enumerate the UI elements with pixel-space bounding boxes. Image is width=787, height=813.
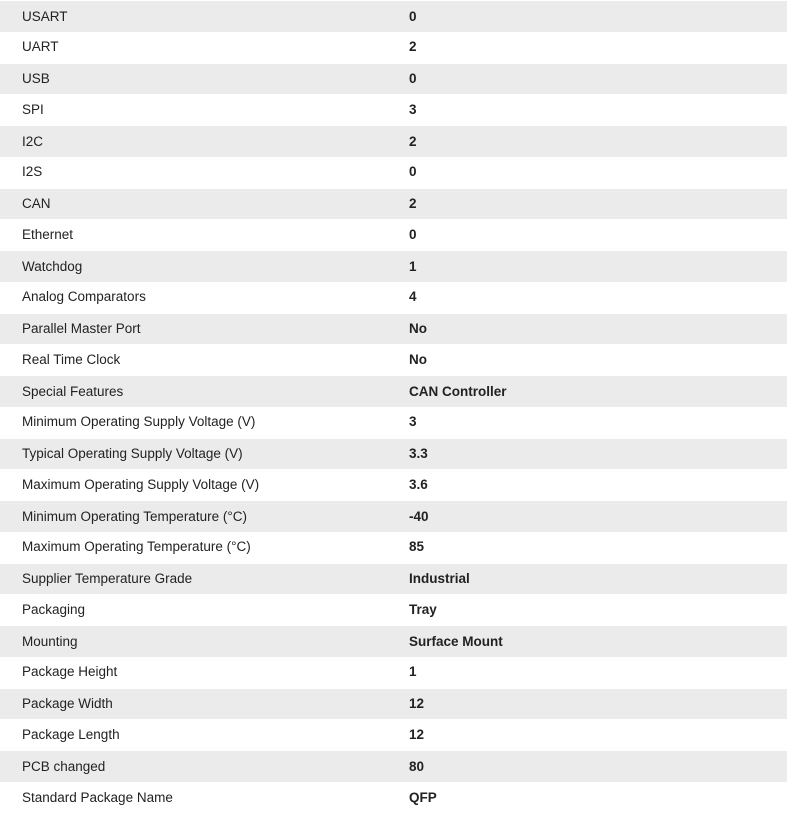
spec-value: Tray — [387, 594, 787, 625]
spec-name: USB — [0, 63, 387, 94]
table-row — [0, 251, 787, 282]
spec-value: QFP — [387, 782, 787, 813]
spec-name: UART — [0, 32, 387, 63]
spec-name: I2C — [0, 126, 387, 157]
spec-name: USART — [0, 1, 387, 32]
table-row — [0, 719, 787, 750]
spec-value: 0 — [387, 219, 787, 250]
table-row — [0, 344, 787, 375]
spec-name: Watchdog — [0, 251, 387, 282]
spec-name: Mounting — [0, 626, 387, 657]
spec-name: Packaging — [0, 594, 387, 625]
spec-name: Standard Package Name — [0, 782, 387, 813]
spec-name: Special Features — [0, 376, 387, 407]
spec-name: Parallel Master Port — [0, 313, 387, 344]
spec-value: Industrial — [387, 563, 787, 594]
spec-value: 0 — [387, 157, 787, 188]
table-row — [0, 438, 787, 469]
table-row — [0, 688, 787, 719]
table-row — [0, 219, 787, 250]
table-row — [0, 126, 787, 157]
spec-name: Real Time Clock — [0, 344, 387, 375]
spec-value: 0 — [387, 63, 787, 94]
spec-name: Minimum Operating Supply Voltage (V) — [0, 407, 387, 438]
spec-value: 3 — [387, 94, 787, 125]
spec-value: 3.6 — [387, 469, 787, 500]
table-row — [0, 313, 787, 344]
table-row — [0, 751, 787, 782]
spec-name: Maximum Operating Supply Voltage (V) — [0, 469, 387, 500]
spec-name: Package Length — [0, 719, 387, 750]
table-row — [0, 532, 787, 563]
spec-name: Minimum Operating Temperature (°C) — [0, 501, 387, 532]
table-row — [0, 282, 787, 313]
table-row — [0, 469, 787, 500]
table-row — [0, 594, 787, 625]
spec-value: 12 — [387, 719, 787, 750]
spec-name: CAN — [0, 188, 387, 219]
table-row — [0, 501, 787, 532]
spec-name: Supplier Temperature Grade — [0, 563, 387, 594]
table-row — [0, 1, 787, 32]
table-row — [0, 63, 787, 94]
spec-value: 2 — [387, 188, 787, 219]
spec-name: I2S — [0, 157, 387, 188]
table-row — [0, 188, 787, 219]
spec-value: 1 — [387, 657, 787, 688]
spec-value: 2 — [387, 126, 787, 157]
spec-name: Package Height — [0, 657, 387, 688]
table-row — [0, 157, 787, 188]
table-row — [0, 407, 787, 438]
spec-name: PCB changed — [0, 751, 387, 782]
spec-value: 3 — [387, 407, 787, 438]
spec-value: 1 — [387, 251, 787, 282]
spec-name: SPI — [0, 94, 387, 125]
spec-value: No — [387, 313, 787, 344]
spec-value: 0 — [387, 1, 787, 32]
table-row — [0, 626, 787, 657]
spec-value: 4 — [387, 282, 787, 313]
spec-name: Typical Operating Supply Voltage (V) — [0, 438, 387, 469]
spec-name: Package Width — [0, 688, 387, 719]
spec-name: Maximum Operating Temperature (°C) — [0, 532, 387, 563]
table-row — [0, 782, 787, 813]
spec-value: Surface Mount — [387, 626, 787, 657]
spec-value: -40 — [387, 501, 787, 532]
table-row — [0, 376, 787, 407]
spec-table-body — [0, 1, 787, 813]
spec-value: No — [387, 344, 787, 375]
spec-value: 80 — [387, 751, 787, 782]
spec-value: 3.3 — [387, 438, 787, 469]
spec-value: 85 — [387, 532, 787, 563]
table-row — [0, 563, 787, 594]
spec-value: 2 — [387, 32, 787, 63]
spec-value: CAN Controller — [387, 376, 787, 407]
spec-name: Analog Comparators — [0, 282, 387, 313]
spec-name: Ethernet — [0, 219, 387, 250]
table-row — [0, 32, 787, 63]
table-row — [0, 657, 787, 688]
spec-value: 12 — [387, 688, 787, 719]
table-row — [0, 94, 787, 125]
